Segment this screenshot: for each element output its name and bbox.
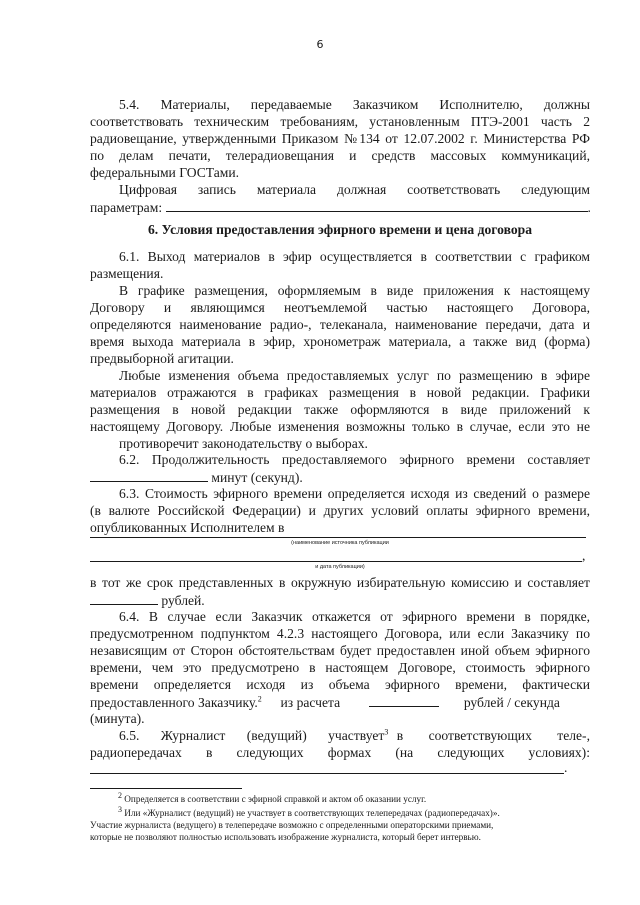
- price-unit: рублей.: [161, 593, 205, 608]
- paragraph-line: В графике размещения, оформляемым в виде приложения к настоящему: [119, 283, 590, 298]
- footnote-3-line: Участие журналиста (ведущего) в телепередаче возможно с определенными операторскими приемами,: [90, 820, 494, 830]
- paragraph-line: радиопередачах в следующих формах (на следующих условиях):: [90, 745, 590, 760]
- period: .: [564, 760, 568, 775]
- paragraph-line: материалов отражаются в графиках размещения в новой редакции. Графики: [90, 385, 590, 400]
- journalist-line: [119, 728, 590, 745]
- paragraph-line: федеральными ГОСТами.: [90, 165, 240, 180]
- paragraph-line: по делам печати, телерадиовещания и средств массовых коммуникаций,: [90, 148, 590, 163]
- paragraph-line: 6.3. Стоимость эфирного времени определяется исходя из сведений о размере: [119, 486, 590, 501]
- paragraph-line: Цифровая запись материала должная соответствовать следующим: [119, 182, 590, 197]
- duration-unit: минут (секунд).: [211, 470, 303, 485]
- paragraph-line: 6.2. Продолжительность предоставляемого эфирного времени составляет: [119, 452, 590, 467]
- paragraph-line: время выхода материала в эфир, хронометраж материала, а также вид (форма): [90, 334, 590, 349]
- paragraph-line: в тот же срок представленных в окружную избирательную комиссию и составляет: [90, 575, 590, 590]
- comma: ,: [582, 548, 586, 563]
- paragraph-line: размещения.: [90, 266, 164, 281]
- source-blank-line: [90, 537, 586, 538]
- parameters-label: параметрам:: [90, 200, 163, 215]
- date-caption: и дата публикации): [315, 564, 365, 570]
- paragraph-line: 5.4. Материалы, передаваемые Заказчиком Исполнителю, должны: [119, 97, 590, 112]
- paragraph-line: Любые изменения объема предоставляемых услуг по размещению в эфире: [119, 368, 590, 383]
- date-blank-line: [90, 561, 582, 562]
- period: .: [587, 200, 591, 215]
- paragraph-line: времени, чем это предусмотрено в настоящем Договоре, стоимость эфирного: [90, 660, 590, 675]
- price-blank: [90, 592, 158, 605]
- paragraph-line: времени определяется исходя из объема эфирного времени, фактически: [90, 677, 590, 692]
- price-line: [90, 592, 590, 610]
- rate-text: предоставленного Заказчику.: [90, 695, 258, 710]
- paragraph-line: 6.4. В случае если Заказчик откажется от эфирного времени в порядке,: [119, 609, 590, 624]
- paragraph-line: определяются наименование радио-, телеканала, наименование передачи, дата и: [90, 317, 590, 332]
- journalist-text: 6.5. Журналист (ведущий) участвует$^3$: [119, 727, 389, 743]
- paragraph-line: независящим от Сторон обстоятельствам будет предоставлен иной объем эфирного: [90, 643, 590, 658]
- paragraph-line: 6.1. Выход материалов в эфир осуществляется в соответствии с графиком: [119, 249, 590, 264]
- rate-blank: [369, 694, 439, 707]
- paragraph-line: (в валюте Российской Федерации) и других условий оплаты эфирного времени,: [90, 503, 590, 518]
- rate-unit: рублей / секунда: [463, 695, 560, 710]
- paragraph-line: радиовещание, утвержденными Приказом №134 от 12.07.2002 г. Министерства РФ: [90, 131, 590, 146]
- duration-line: [90, 469, 590, 487]
- page-number: 6: [316, 38, 324, 51]
- paragraph-line: соответствовать техническим требованиям, установленным ПТЭ-2001 часть 2: [90, 114, 590, 129]
- paragraph-line: (минута).: [90, 711, 145, 726]
- rate-line: [90, 694, 590, 712]
- footnote-ref-3: 3: [384, 727, 389, 737]
- duration-blank: [90, 469, 208, 482]
- paragraph-line: настоящему Договору. Любые изменения возможны только в случае, если это не: [90, 419, 590, 434]
- footnote-3-line: которые не позволяют полностью использовать изображение журналиста, который берет интервью.: [90, 832, 481, 842]
- source-caption: (наименование источника публикации: [291, 540, 389, 546]
- forms-blank-line: [90, 773, 564, 774]
- paragraph-line: размещения в новой редакции также оформляются в виде приложений к: [90, 402, 590, 417]
- paragraph-line: предвыборной агитации.: [90, 351, 234, 366]
- footnote-ref-2: 2: [257, 694, 262, 704]
- parameters-blank: [166, 199, 588, 212]
- journalist-text: в соответствующих теле-,: [396, 728, 590, 743]
- paragraph-line: опубликованных Исполнителем в: [90, 520, 285, 535]
- paragraph-line: противоречит законодательству о выборах.: [119, 436, 368, 451]
- parameters-line: [90, 199, 590, 217]
- paragraph-line: Договору и являющимся неотъемлемой частью настоящего Договора,: [90, 300, 590, 315]
- footnote-separator: [90, 788, 242, 789]
- footnote-3: $^3$ Или «Журналист (ведущий) не участвует в соответствующих телепередачах (радиопередачах)».: [118, 804, 500, 818]
- rate-text: из расчета: [280, 695, 341, 710]
- footnote-2: $^2$ Определяется в соответствии с эфирной справкой и актом об оказании услуг.: [118, 790, 427, 804]
- section-heading: 6. Условия предоставления эфирного времени и цена договора: [147, 222, 532, 237]
- paragraph-line: предусмотренном подпунктом 4.2.3 настоящего Договора, или если Заказчику по: [90, 626, 590, 641]
